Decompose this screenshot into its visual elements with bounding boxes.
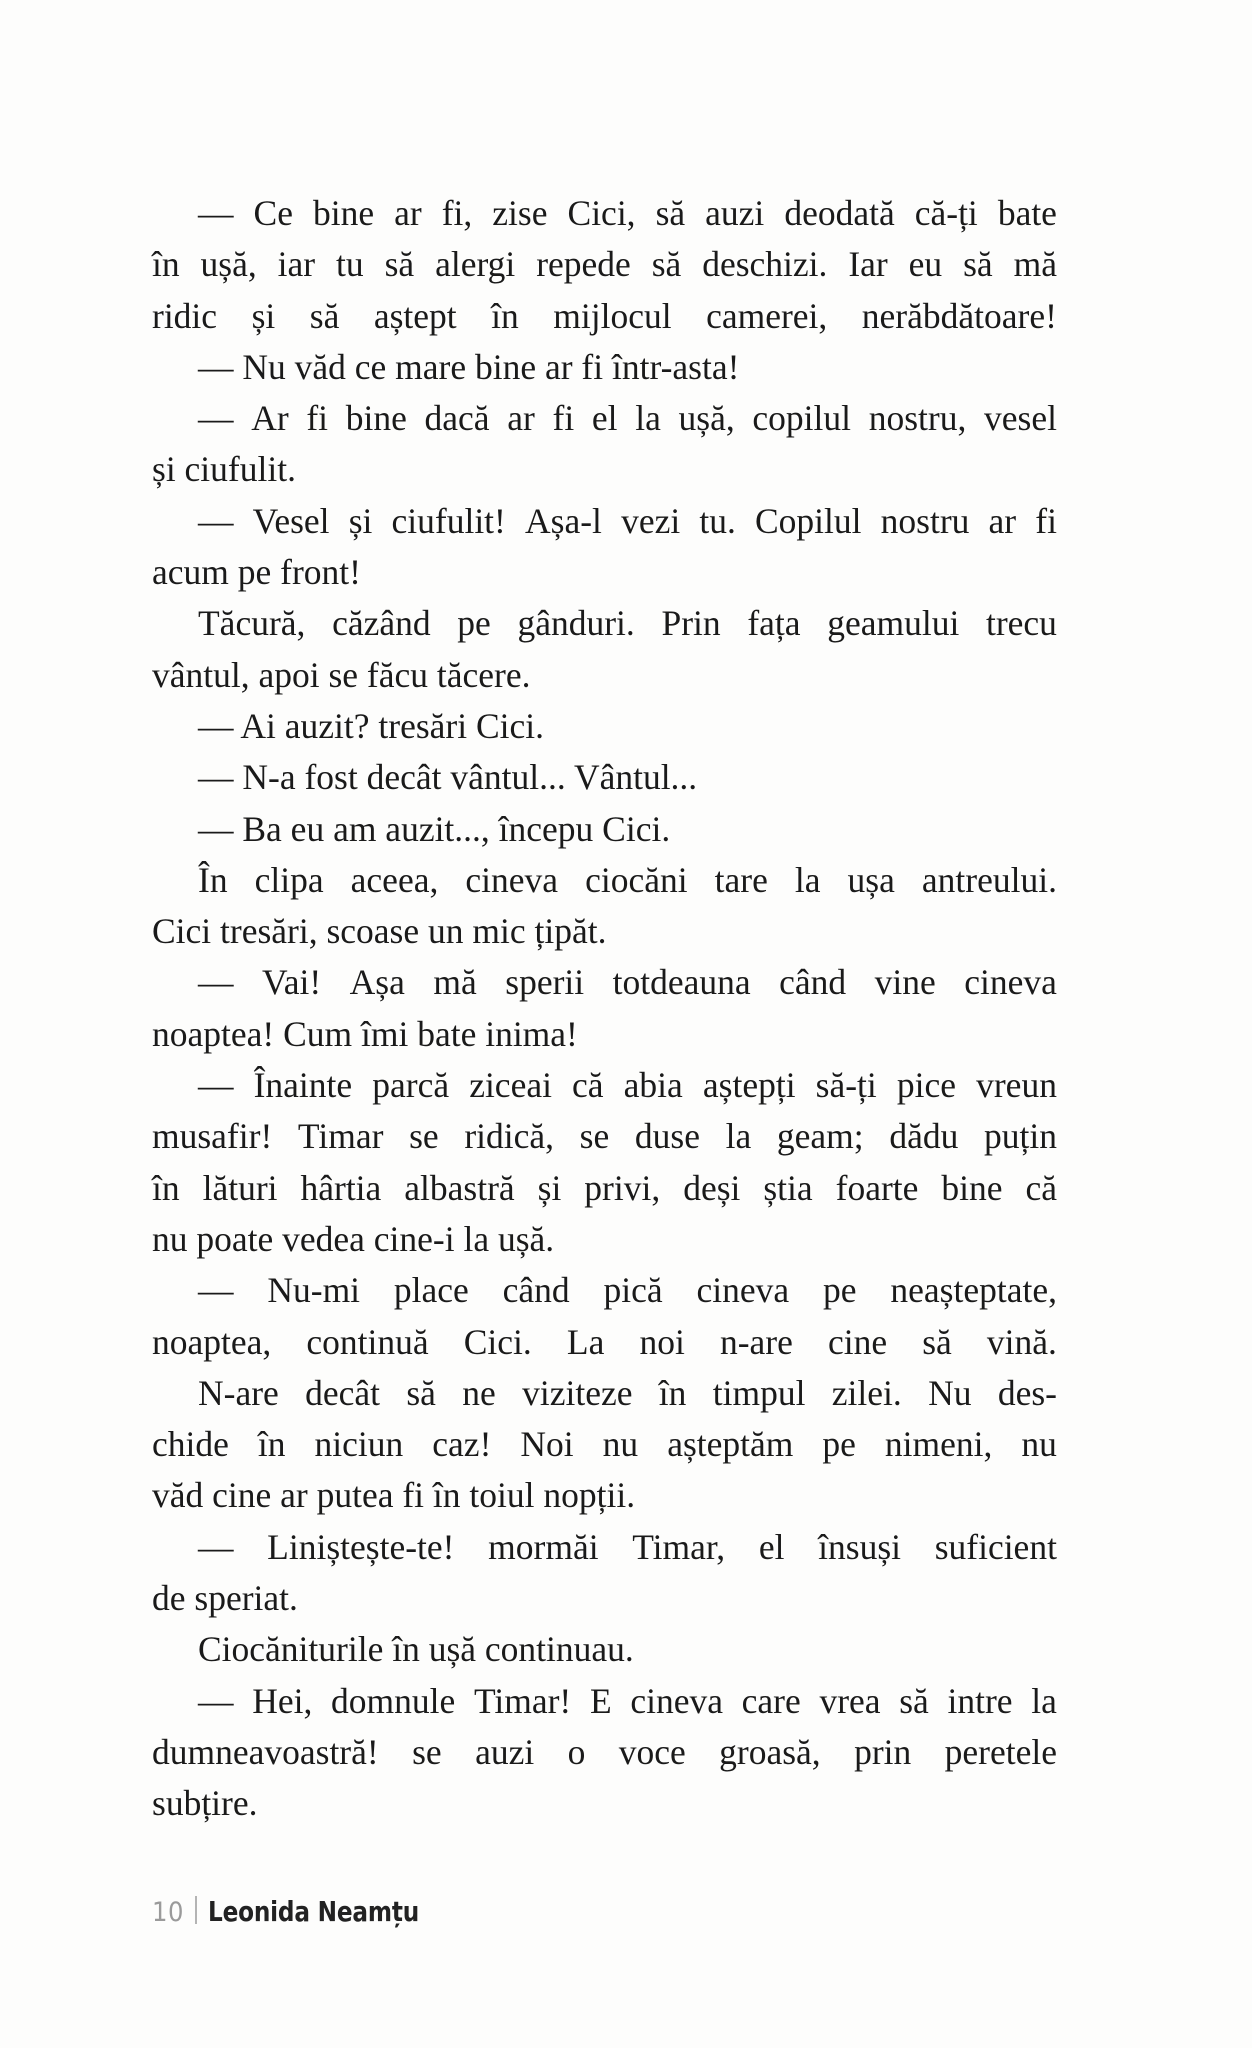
text-line (152, 1060, 1057, 1111)
text-word: — (198, 1680, 234, 1721)
text-word: caz! (432, 1424, 492, 1465)
text-word: prin (854, 1731, 912, 1772)
text-line: și ciufulit. (152, 449, 296, 490)
text-word: musafir! (152, 1116, 273, 1157)
text-word: în (152, 244, 180, 285)
text-line (152, 1265, 1057, 1316)
text-word: ușă, (678, 398, 735, 439)
text-word: se (579, 1116, 610, 1157)
text-line (152, 1163, 1057, 1214)
text-word: tu. (699, 500, 736, 541)
text-line: noaptea! Cum îmi bate inima! (152, 1013, 578, 1054)
text-word: vreun (976, 1065, 1057, 1106)
text-line (152, 598, 1057, 649)
text-word: geam; (776, 1116, 864, 1157)
text-word: se (409, 1116, 439, 1157)
text-word: — (198, 1065, 234, 1106)
text-line (152, 957, 1057, 1008)
text-word: Înainte (253, 1065, 353, 1106)
text-word: cineva (465, 859, 559, 900)
text-line: — Ai auzit? tresări Cici. (198, 705, 545, 746)
text-line (152, 188, 1057, 239)
text-word: să (384, 244, 415, 285)
text-word: neașteptate, (890, 1270, 1057, 1311)
text-line: Cici tresări, scoase un mic țipăt. (152, 911, 607, 952)
text-word: ziceai (469, 1065, 552, 1106)
text-word: bine (312, 193, 375, 233)
text-line (152, 291, 1057, 342)
text-word: pice (896, 1065, 957, 1106)
text-word: la (725, 1116, 752, 1157)
text-line (152, 239, 1057, 290)
page-body-text (152, 188, 1057, 1830)
text-word: N-are (198, 1372, 279, 1413)
text-word: continuă (306, 1321, 429, 1362)
text-word: abia (623, 1065, 683, 1106)
text-word: nostru (880, 500, 970, 541)
text-word: fața (747, 603, 801, 644)
text-word: copilul (752, 398, 852, 439)
text-word: pe (823, 1270, 857, 1311)
text-word: fi (1035, 500, 1057, 541)
text-word: Timar (297, 1116, 384, 1157)
text-word: place (393, 1270, 469, 1311)
text-word: Copilul (754, 500, 862, 541)
text-word: ușă, (200, 244, 257, 285)
text-word: noi (639, 1321, 685, 1362)
text-word: puțin (983, 1116, 1057, 1157)
text-word: peretele (944, 1731, 1057, 1772)
text-word: gânduri. (517, 603, 635, 644)
text-word: și (251, 295, 276, 336)
text-word: suficient (934, 1526, 1057, 1567)
text-word: privi, (584, 1167, 661, 1208)
text-word: pică (603, 1270, 663, 1311)
text-word: cineva (964, 962, 1057, 1003)
text-line (152, 393, 1057, 444)
text-word: tu (336, 244, 364, 285)
text-word: antreului. (921, 859, 1057, 900)
text-word: în (257, 1424, 286, 1465)
text-word: să (899, 1680, 929, 1721)
text-line (152, 1676, 1057, 1727)
text-word: și (348, 500, 373, 541)
text-word: căzând (332, 603, 431, 644)
text-word: — (198, 1526, 234, 1567)
text-word: clipa (254, 859, 324, 900)
text-word: — (198, 962, 234, 1003)
text-word: cineva (630, 1680, 723, 1721)
text-word: n-are (719, 1321, 793, 1362)
text-word: noaptea, (152, 1321, 272, 1362)
text-word: iar (277, 244, 316, 285)
text-word: bine (345, 398, 407, 439)
text-word: Timar, (632, 1526, 726, 1567)
text-word: Cici. (463, 1321, 532, 1362)
text-word: deodată (784, 193, 895, 233)
text-word: nu (1021, 1424, 1057, 1465)
text-line: — N-a fost decât vântul... Vântul... (198, 757, 698, 798)
text-word: cine (827, 1321, 888, 1362)
text-word: Nu-mi (267, 1270, 361, 1311)
text-word: el (758, 1526, 785, 1567)
text-word: când (502, 1270, 570, 1311)
text-word: tare (714, 859, 768, 900)
text-word: hârtia (300, 1167, 382, 1208)
text-line: subțire. (152, 1783, 258, 1824)
text-word: niciun (314, 1424, 404, 1465)
text-word: cineva (696, 1270, 790, 1311)
text-line: acum pe front! (152, 552, 361, 593)
text-word: pe (457, 603, 491, 644)
text-word: — (198, 398, 234, 439)
text-word: pe (822, 1424, 856, 1465)
text-line (152, 1727, 1057, 1778)
folio-number: 10 (152, 1897, 184, 1928)
text-word: În (198, 859, 228, 900)
text-word: să (655, 193, 686, 233)
text-word: nostru, (868, 398, 967, 439)
text-word: nimeni, (884, 1424, 993, 1465)
text-line (152, 1368, 1057, 1419)
text-word: ciocăni (585, 859, 688, 900)
text-word: să (309, 295, 340, 336)
text-word: groasă, (719, 1731, 821, 1772)
text-word: sperii (505, 962, 585, 1003)
text-line (152, 1111, 1057, 1162)
author-name: Leonida Neamțu (207, 1895, 419, 1928)
text-word: mijlocul (553, 295, 672, 336)
text-word: ar (988, 500, 1017, 541)
text-word: decât (305, 1372, 381, 1413)
text-word: duse (634, 1116, 700, 1157)
text-line (152, 496, 1057, 547)
text-word: zilei. (831, 1372, 902, 1413)
text-line (152, 1317, 1057, 1368)
text-word: domnule (331, 1680, 456, 1721)
text-word: când (779, 962, 847, 1003)
text-line (152, 1522, 1057, 1573)
text-word: des- (997, 1372, 1057, 1413)
text-word: zise (492, 193, 548, 233)
text-word: — (198, 1270, 234, 1311)
text-word: trecu (985, 603, 1057, 644)
text-word: Iar (848, 244, 888, 285)
text-word: Timar! (473, 1680, 572, 1721)
text-word: ușa (847, 859, 895, 900)
text-line: nu poate vedea cine-i la ușă. (152, 1218, 555, 1259)
text-line: de speriat. (152, 1578, 298, 1619)
text-word: să (406, 1372, 436, 1413)
text-word: nu (602, 1424, 639, 1465)
text-word: fi (306, 398, 329, 439)
text-word: și (537, 1167, 562, 1208)
text-word: Ar (251, 398, 289, 439)
text-line: — Ba eu am auzit..., începu Cici. (198, 808, 671, 849)
text-word: E (589, 1680, 612, 1721)
text-line (152, 1419, 1057, 1470)
text-word: timpul (712, 1372, 806, 1413)
text-word: Ce (253, 193, 293, 233)
text-word: el (591, 398, 618, 439)
text-word: foarte (835, 1167, 919, 1208)
text-word: în (491, 295, 519, 336)
text-word: voce (618, 1731, 686, 1772)
text-word: fi (552, 398, 575, 439)
text-word: ciufulit! (391, 500, 506, 541)
text-word: că-ți (914, 193, 978, 233)
text-word: ridică, (464, 1116, 554, 1157)
text-word: — (198, 193, 234, 233)
page-footer (152, 1893, 437, 1928)
text-word: bine (941, 1167, 1003, 1208)
text-line (152, 855, 1057, 906)
text-word: în (658, 1372, 687, 1413)
text-word: eu (908, 244, 943, 285)
text-word: la (635, 398, 661, 439)
text-word: mă (1013, 244, 1057, 285)
text-word: la (794, 859, 821, 900)
text-word: ar (507, 398, 535, 439)
text-word: așteptăm (667, 1424, 794, 1465)
text-word: vezi (621, 500, 681, 541)
text-word: dacă (424, 398, 490, 439)
text-word: dădu (889, 1116, 959, 1157)
text-word: ar (394, 193, 422, 233)
text-word: ridic (152, 295, 218, 336)
text-word: mă (433, 962, 477, 1003)
text-word: aceea, (350, 859, 439, 900)
text-word: în (152, 1167, 180, 1208)
text-word: Prin (661, 603, 721, 644)
text-word: să (651, 244, 682, 285)
text-word: Așa-l (525, 500, 602, 541)
text-word: bate (997, 193, 1057, 233)
text-word: auzi (705, 193, 765, 233)
text-word: parcă (372, 1065, 450, 1106)
text-line: văd cine ar putea fi în toiul nopții. (152, 1475, 636, 1516)
text-line: Ciocăniturile în ușă continuau. (198, 1629, 634, 1670)
text-word: se (412, 1731, 442, 1772)
text-word: vesel (984, 398, 1057, 439)
text-word: deși (683, 1167, 741, 1208)
text-word: să-ți (815, 1065, 877, 1106)
text-word: lături (202, 1167, 278, 1208)
text-word: Nu (928, 1372, 972, 1413)
text-word: aștepți (702, 1065, 796, 1106)
text-word: deschizi. (702, 244, 828, 285)
text-word: să (963, 244, 993, 285)
text-line: — Nu văd ce mare bine ar fi într-asta! (198, 346, 740, 387)
folio-separator-rule (195, 1896, 197, 1924)
text-word: că (1025, 1167, 1057, 1208)
text-word: Liniștește-te! (267, 1526, 455, 1567)
text-word: alergi (435, 244, 516, 285)
text-word: însuși (818, 1526, 902, 1567)
text-line: vântul, apoi se făcu tăcere. (152, 654, 531, 695)
text-word: vine (874, 962, 936, 1003)
text-word: repede (536, 244, 631, 285)
text-word: Vesel (252, 500, 330, 541)
text-word: care (741, 1680, 801, 1721)
text-word: o (567, 1731, 586, 1772)
text-word: la (1031, 1680, 1057, 1721)
text-word: Așa (349, 962, 405, 1003)
text-word: — (198, 500, 234, 541)
text-word: să (922, 1321, 952, 1362)
text-word: chide (152, 1424, 229, 1465)
text-word: fi, (441, 193, 473, 233)
text-word: Tăcură, (198, 603, 306, 644)
text-word: geamului (827, 603, 960, 644)
text-word: aștept (373, 295, 457, 336)
text-word: ne (462, 1372, 496, 1413)
text-word: La (566, 1321, 605, 1362)
text-word: știa (763, 1167, 813, 1208)
text-word: dumneavoastră! (152, 1731, 379, 1772)
text-word: vină. (986, 1321, 1057, 1362)
text-word: Hei, (252, 1680, 313, 1721)
text-word: Cici, (567, 193, 636, 233)
text-word: intre (947, 1680, 1013, 1721)
text-word: albastră (404, 1167, 515, 1208)
text-word: Noi (520, 1424, 574, 1465)
text-word: vrea (819, 1680, 881, 1721)
text-word: nerăbdătoare! (861, 295, 1057, 336)
text-word: că (572, 1065, 604, 1106)
text-word: Vai! (262, 962, 322, 1003)
text-word: mormăi (488, 1526, 599, 1567)
text-word: camerei, (706, 295, 828, 336)
text-word: totdeauna (612, 962, 751, 1003)
text-word: viziteze (522, 1372, 633, 1413)
text-word: auzi (475, 1731, 535, 1772)
